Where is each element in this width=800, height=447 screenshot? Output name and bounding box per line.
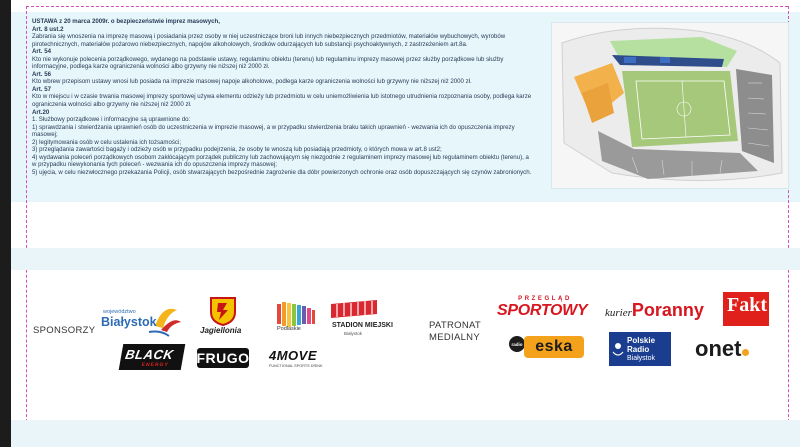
art8-heading: Art. 8 ust.2 bbox=[32, 25, 64, 33]
logo-fakt bbox=[723, 292, 769, 326]
logo-przeglad-sportowy bbox=[497, 296, 593, 326]
stadium-icon bbox=[327, 298, 381, 320]
art20-heading: Art.20 bbox=[32, 108, 50, 116]
podlaskie-name: Podlaskie bbox=[277, 326, 301, 332]
art56-text: Kto wbrew przepisom ustawy wnosi lub posiada na imprezie masowej napoje alkoholowe, podlega karze ograniczenia wolności lub grzywny nie niższej niż 2000 zł. bbox=[32, 78, 472, 86]
art57-heading: Art. 57 bbox=[32, 85, 51, 93]
regulations-text bbox=[32, 18, 532, 176]
fakt-text: Fakt bbox=[727, 294, 767, 316]
bialystok-name: Białystok bbox=[101, 315, 157, 329]
trim-line-top bbox=[26, 6, 788, 7]
logo-4move bbox=[269, 348, 331, 368]
art56-heading: Art. 56 bbox=[32, 70, 51, 78]
polskie-line1: Polskie bbox=[627, 335, 656, 345]
art20-item-2: 2) legitymowania osób w celu ustalenia ich tożsamości; bbox=[32, 138, 182, 146]
eska-prefix: radio bbox=[511, 341, 523, 347]
fourmove-text: 4MOVE bbox=[269, 348, 318, 363]
black-text: BLACK bbox=[124, 347, 175, 362]
act-title: USTAWA z 20 marca 2009r. o bezpieczeństwie imprez masowych, bbox=[32, 18, 220, 25]
jagiellonia-crest-icon bbox=[207, 296, 239, 326]
kurier-prefix: kurier bbox=[605, 307, 632, 319]
fourmove-subtitle: FUNCTIONAL SPORTS DRINK bbox=[269, 364, 323, 368]
przeglad-top: PRZEGLĄD bbox=[518, 296, 572, 302]
eska-radio-badge bbox=[509, 336, 525, 352]
art54-text: Kto nie wykonuje polecenia porządkowego, wydanego na podstawie ustawy, regulaminu obiektu (terenu) lub regulaminu imprezy masowej przez służby porządkowe lub służby informacyjne, podlega karze ograniczenia wolności albo grzywny nie niższej niż 2000 zł. bbox=[32, 55, 504, 71]
logo-black-energy bbox=[119, 344, 186, 370]
art57-text: Kto w miejscu i w czasie trwania masowej imprezy sportowej używa elementu odzieży lub przedmiotu w celu uniemożliwienia lub istotnego utrudnienia rozpoznania osoby, podlega karze ograniczenia wolności albo grzywny nie niższej niż 2000 zł. bbox=[32, 93, 532, 109]
page bbox=[11, 0, 800, 447]
art20-item-3: 3) przeglądania zawartości bagaży i odzieży osób w przypadku podejrzenia, że osoby te wnoszą lub posiadają przedmioty, o których mowa w art.8 ust2; bbox=[32, 146, 442, 154]
stadion-name: STADION MIEJSKI bbox=[332, 322, 393, 329]
przeglad-name: SPORTOWY bbox=[497, 302, 588, 319]
onet-text: onet bbox=[695, 336, 742, 361]
stadium-seating-map bbox=[551, 22, 789, 189]
art20-item-5: 5) ujęcia, w celu niezwłocznego przekazania Policji, osób stwarzających bezpośrednie zagrożenie dla dóbr powierzonych ochronie oraz osób dopuszczających się czynów zabronionych. bbox=[32, 168, 532, 176]
separator-band bbox=[11, 248, 800, 270]
logo-eska bbox=[524, 336, 584, 358]
jagiellonia-name: Jagiellonia bbox=[200, 326, 242, 335]
patronat-label-line2: MEDIALNY bbox=[429, 332, 480, 343]
stadion-miejski-icon bbox=[327, 298, 381, 320]
stadion-subtitle: Białystok bbox=[344, 331, 363, 336]
art54-heading: Art. 54 bbox=[32, 48, 51, 56]
art20-intro: 1. Służbowy porządkowe i informacyjne są uprawnione do: bbox=[32, 116, 191, 124]
trim-line-left bbox=[26, 6, 27, 442]
bialystok-subtitle: województwo bbox=[103, 309, 136, 315]
logo-polskie-radio-bialystok bbox=[609, 332, 671, 366]
sponsors-label: SPONSORZY bbox=[33, 325, 96, 336]
art20-item-4: 4) wydawania poleceń porządkowych osobom zakłócającym porządek publiczny lub zachowującym się niezgodnie z regulaminem imprezy masowej lub regulaminem obiektu (terenu), a w przypadku niewykonania tych poleceń - wezwania ich do opuszczenia imprezy masowej; bbox=[32, 153, 529, 169]
art20-item-1: 1) sprawdzania i stwierdzania uprawnień osób do uczestniczenia w imprezie masowej, a w przypadku stwierdzenia braku takich uprawnień - wezwania ich do opuszczenia imprezy masowej; bbox=[32, 123, 515, 139]
crest-icon bbox=[208, 296, 238, 326]
kurier-name: Poranny bbox=[631, 300, 704, 320]
polskie-line3: Białystok bbox=[627, 354, 656, 362]
onet-dot-icon bbox=[742, 349, 749, 356]
eska-text: eska bbox=[535, 338, 573, 355]
art8-text: Zabrania się wnoszenia na imprezę masową i posiadania przez osoby w niej uczestniczące broni lub innych niebezpiecznych przedmiotów, materiałów wybuchowych, wyrobów pirotechnicznych, materiałów pożarowo niebezpiecznych, napojów alkoholowych, środków odurzających lub substancji psychoaktywnych, z zastrzeżeniem art.8a. bbox=[32, 33, 506, 48]
logo-kurier-poranny bbox=[605, 300, 715, 322]
polskie-line2: Radio bbox=[627, 344, 650, 354]
left-dark-strip bbox=[0, 0, 11, 447]
logo-onet bbox=[695, 336, 775, 366]
black-subtitle: ENERGY bbox=[141, 362, 170, 368]
bottom-band bbox=[11, 420, 800, 447]
stadium-map-graphic bbox=[552, 23, 788, 188]
frugo-text: FRUGO bbox=[196, 350, 250, 366]
radio-waves-icon bbox=[609, 332, 627, 366]
patronat-label-line1: PATRONAT bbox=[429, 320, 482, 331]
logo-frugo bbox=[197, 348, 249, 368]
